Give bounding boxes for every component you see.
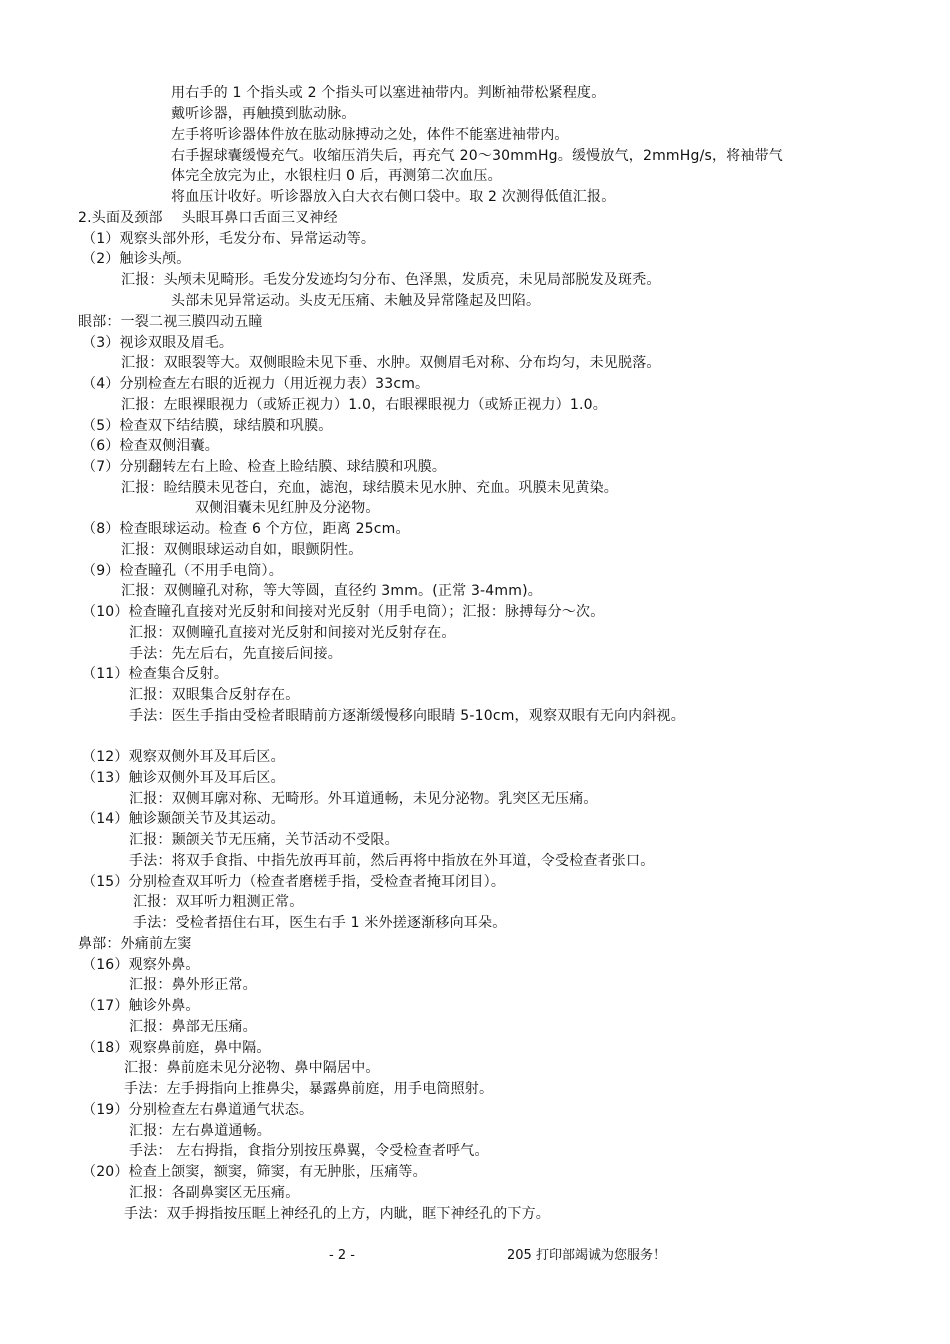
list-item: （17）触诊外鼻。 <box>82 998 200 1014</box>
report-line: 汇报：双眼集合反射存在。 <box>129 687 300 703</box>
list-item: （15）分别检查双耳听力（检查者磨槎手指，受检查者掩耳闭目）。 <box>82 874 506 890</box>
list-item: （4）分别检查左右眼的近视力（用近视力表）33cm。 <box>82 376 430 392</box>
footer-slogan: 205 打印部竭诚为您服务！ <box>507 1248 666 1263</box>
method-line: 手法：左手拇指向上推鼻尖，暴露鼻前庭，用手电筒照射。 <box>124 1081 494 1097</box>
report-line: 汇报：各副鼻窦区无压痛。 <box>129 1185 300 1201</box>
text-line: 戴听诊器，再触摸到肱动脉。 <box>171 106 356 122</box>
method-line: 手法：先左后右，先直接后间接。 <box>129 646 342 662</box>
report-line: 汇报：鼻前庭未见分泌物、鼻中隔居中。 <box>124 1060 380 1076</box>
list-item: （5）检查双下结结膜，球结膜和巩膜。 <box>82 418 333 434</box>
list-item: （16）观察外鼻。 <box>82 957 200 973</box>
report-line: 汇报：双侧瞳孔直接对光反射和间接对光反射存在。 <box>129 625 456 641</box>
list-item: （6）检查双侧泪囊。 <box>82 438 219 454</box>
list-item: （18）观察鼻前庭，鼻中隔。 <box>82 1040 271 1056</box>
list-item: （8）检查眼球运动。检查 6 个方位，距离 25cm。 <box>82 521 410 537</box>
report-line: 汇报：左眼裸眼视力（或矫正视力）1.0，右眼裸眼视力（或矫正视力）1.0。 <box>121 397 607 413</box>
section-heading: 鼻部：外痛前左窦 <box>78 936 192 952</box>
section-heading: 2.头面及颈部 头眼耳鼻口舌面三叉神经 <box>78 210 338 226</box>
list-item: （13）触诊双侧外耳及耳后区。 <box>82 770 285 786</box>
section-heading: 眼部：一裂二视三膜四动五瞳 <box>78 314 263 330</box>
method-line: 手法：将双手食指、中指先放再耳前，然后再将中指放在外耳道，令受检查者张口。 <box>129 853 655 869</box>
list-item: （11）检查集合反射。 <box>82 666 229 682</box>
report-line: 汇报：鼻部无压痛。 <box>129 1019 257 1035</box>
method-line: 手法： 左右拇指，食指分别按压鼻翼，令受检查者呼气。 <box>129 1143 489 1159</box>
list-item: （20）检查上颌窦，额窦，筛窦，有无肿胀，压痛等。 <box>82 1164 427 1180</box>
report-line: 汇报：双侧眼球运动自如，眼颤阴性。 <box>121 542 363 558</box>
list-item: （3）视诊双眼及眉毛。 <box>82 335 234 351</box>
list-item: （9）检查瞳孔（不用手电筒）。 <box>82 563 283 579</box>
text-line: 用右手的 1 个指头或 2 个指头可以塞进袖带内。判断袖带松紧程度。 <box>171 85 606 101</box>
report-line: 汇报：双侧耳廓对称、无畸形。外耳道通畅，未见分泌物。乳突区无压痛。 <box>129 791 598 807</box>
report-line: 汇报：头颅未见畸形。毛发分发迹均匀分布、色泽黑，发质亮，未见局部脱发及斑秃。 <box>121 272 661 288</box>
report-line: 汇报：双眼裂等大。双侧眼睑未见下垂、水肿。双侧眉毛对称、分布均匀，未见脱落。 <box>121 355 661 371</box>
list-item: （19）分别检查左右鼻道通气状态。 <box>82 1102 314 1118</box>
text-line: 右手握球囊缓慢充气。收缩压消失后，再充气 20～30mmHg。缓慢放气，2mmHg/s，将袖带气 <box>171 148 783 164</box>
list-item: （2）触诊头颅。 <box>82 251 191 267</box>
text-line: 体完全放完为止，水银柱归 0 后，再测第二次血压。 <box>171 168 502 184</box>
list-item: （1）观察头部外形，毛发分布、异常运动等。 <box>82 231 376 247</box>
report-line: 头部未见异常运动。头皮无压痛、未触及异常隆起及凹陷。 <box>171 293 541 309</box>
report-line: 汇报：左右鼻道通畅。 <box>129 1123 271 1139</box>
list-item: （14）触诊颞颌关节及其运动。 <box>82 811 285 827</box>
list-item: （7）分别翻转左右上睑、检查上睑结膜、球结膜和巩膜。 <box>82 459 447 475</box>
list-item: （12）观察双侧外耳及耳后区。 <box>82 749 285 765</box>
method-line: 手法：受检者捂住右耳，医生右手 1 米外搓逐渐移向耳朵。 <box>133 915 507 931</box>
method-line: 手法：双手拇指按压眶上神经孔的上方，内眦，眶下神经孔的下方。 <box>124 1206 550 1222</box>
report-line: 双侧泪囊未见红肿及分泌物。 <box>195 500 380 516</box>
report-line: 汇报：鼻外形正常。 <box>129 977 257 993</box>
report-line: 汇报：双耳听力粗测正常。 <box>133 894 304 910</box>
text-line: 左手将听诊器体件放在肱动脉搏动之处，体件不能塞进袖带内。 <box>171 127 569 143</box>
page-number: - 2 - <box>329 1248 355 1263</box>
list-item: （10）检查瞳孔直接对光反射和间接对光反射（用手电筒）；汇报：脉搏每分～次。 <box>82 604 605 620</box>
report-line: 汇报：双侧瞳孔对称，等大等圆，直径约 3mm。(正常 3-4mm)。 <box>121 583 542 599</box>
text-line: 将血压计收好。听诊器放入白大衣右侧口袋中。取 2 次测得低值汇报。 <box>171 189 616 205</box>
method-line: 手法：医生手指由受检者眼睛前方逐渐缓慢移向眼睛 5-10cm，观察双眼有无向内斜视。 <box>129 708 685 724</box>
report-line: 汇报：睑结膜未见苍白，充血，滤泡，球结膜未见水肿、充血。巩膜未见黄染。 <box>121 480 618 496</box>
report-line: 汇报：颞颌关节无压痛，关节活动不受限。 <box>129 832 399 848</box>
